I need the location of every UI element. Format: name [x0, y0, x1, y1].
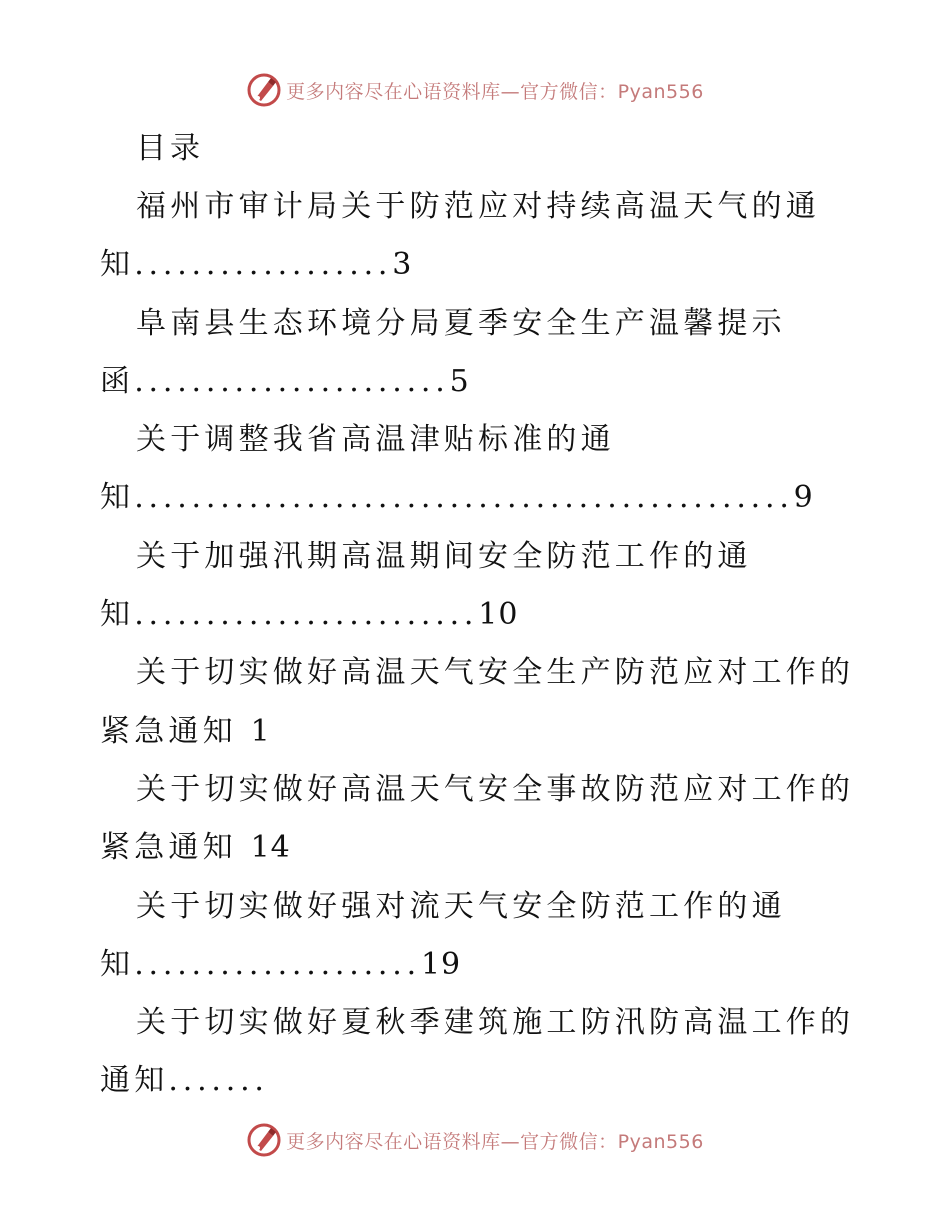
toc-entry[interactable] — [100, 878, 860, 995]
toc-entry-title: 福州市审计局关于防范应对持续高温天气的通 — [136, 189, 820, 224]
toc-entry[interactable] — [100, 178, 860, 295]
toc-entry-title-end: 通知 — [100, 1063, 169, 1099]
toc-page-number: 9 — [793, 480, 814, 516]
toc-entry-title-end: 知 — [100, 597, 135, 633]
toc-leader-dots: ........................ — [134, 597, 479, 633]
toc-entry-continuation — [100, 1052, 860, 1110]
toc-entry-title-end: 函 — [100, 363, 135, 399]
table-of-contents — [100, 120, 860, 1111]
toc-leader-dots: ....... — [168, 1063, 269, 1099]
toc-leader-dots: .................... — [134, 946, 421, 982]
toc-entry-title: 关于加强汛期高温期间安全防范工作的通 — [136, 538, 752, 574]
toc-entry-continuation — [100, 936, 860, 994]
toc-page-number: 5 — [449, 363, 470, 399]
toc-entry-title: 关于调整我省高温津贴标准的通 — [136, 422, 615, 458]
toc-entry-title: 关于切实做好夏秋季建筑施工防汛防高温工作的 — [136, 1005, 855, 1041]
toc-entry[interactable] — [100, 295, 860, 412]
toc-entry[interactable] — [100, 411, 860, 528]
toc-page-number: 1 — [250, 713, 271, 749]
toc-entry-continuation — [100, 703, 860, 761]
toc-entry-continuation — [100, 236, 860, 294]
watermark-footer — [0, 1122, 950, 1158]
toc-leader-dots: .................. — [134, 247, 393, 283]
toc-entry-title-end: 紧急通知 — [100, 713, 237, 749]
toc-entry-title: 阜南县生态环境分局夏季安全生产温馨提示 — [136, 305, 786, 341]
toc-page-number: 19 — [420, 946, 462, 982]
watermark-text: 更多内容尽在心语资料库—官方微信：Pyan556 — [286, 1130, 704, 1153]
toc-entry[interactable] — [100, 528, 860, 645]
toc-leader-dots: ...................... — [134, 363, 450, 399]
watermark-text: 更多内容尽在心语资料库—官方微信：Pyan556 — [286, 80, 704, 103]
toc-page-number: 3 — [392, 247, 413, 283]
toc-entry-title-end: 知 — [100, 946, 135, 982]
toc-entry-continuation — [100, 353, 860, 411]
toc-leader-dots: .............................................. — [134, 480, 794, 516]
watermark-header — [0, 72, 950, 108]
toc-heading: 目录 — [136, 131, 204, 166]
toc-entry-title: 关于切实做好高温天气安全生产防范应对工作的 — [136, 655, 855, 691]
toc-entry-continuation — [100, 469, 860, 527]
toc-entry-title: 关于切实做好高温天气安全事故防范应对工作的 — [136, 771, 855, 807]
toc-page-number: 14 — [250, 830, 291, 866]
toc-entry-title-end: 紧急通知 — [100, 830, 237, 866]
toc-page-number: 10 — [478, 597, 519, 633]
toc-entry[interactable] — [100, 994, 860, 1111]
toc-entry[interactable] — [100, 761, 860, 878]
toc-entry-title: 关于切实做好强对流天气安全防范工作的通 — [136, 888, 786, 924]
toc-entry-continuation — [100, 586, 860, 644]
toc-entry-title-end: 知 — [100, 480, 135, 516]
toc-entry[interactable] — [100, 644, 860, 761]
toc-entry-title-end: 知 — [100, 247, 135, 283]
pen-logo-icon — [246, 72, 282, 108]
toc-entry-continuation — [100, 819, 860, 877]
pen-logo-icon — [246, 1122, 282, 1158]
